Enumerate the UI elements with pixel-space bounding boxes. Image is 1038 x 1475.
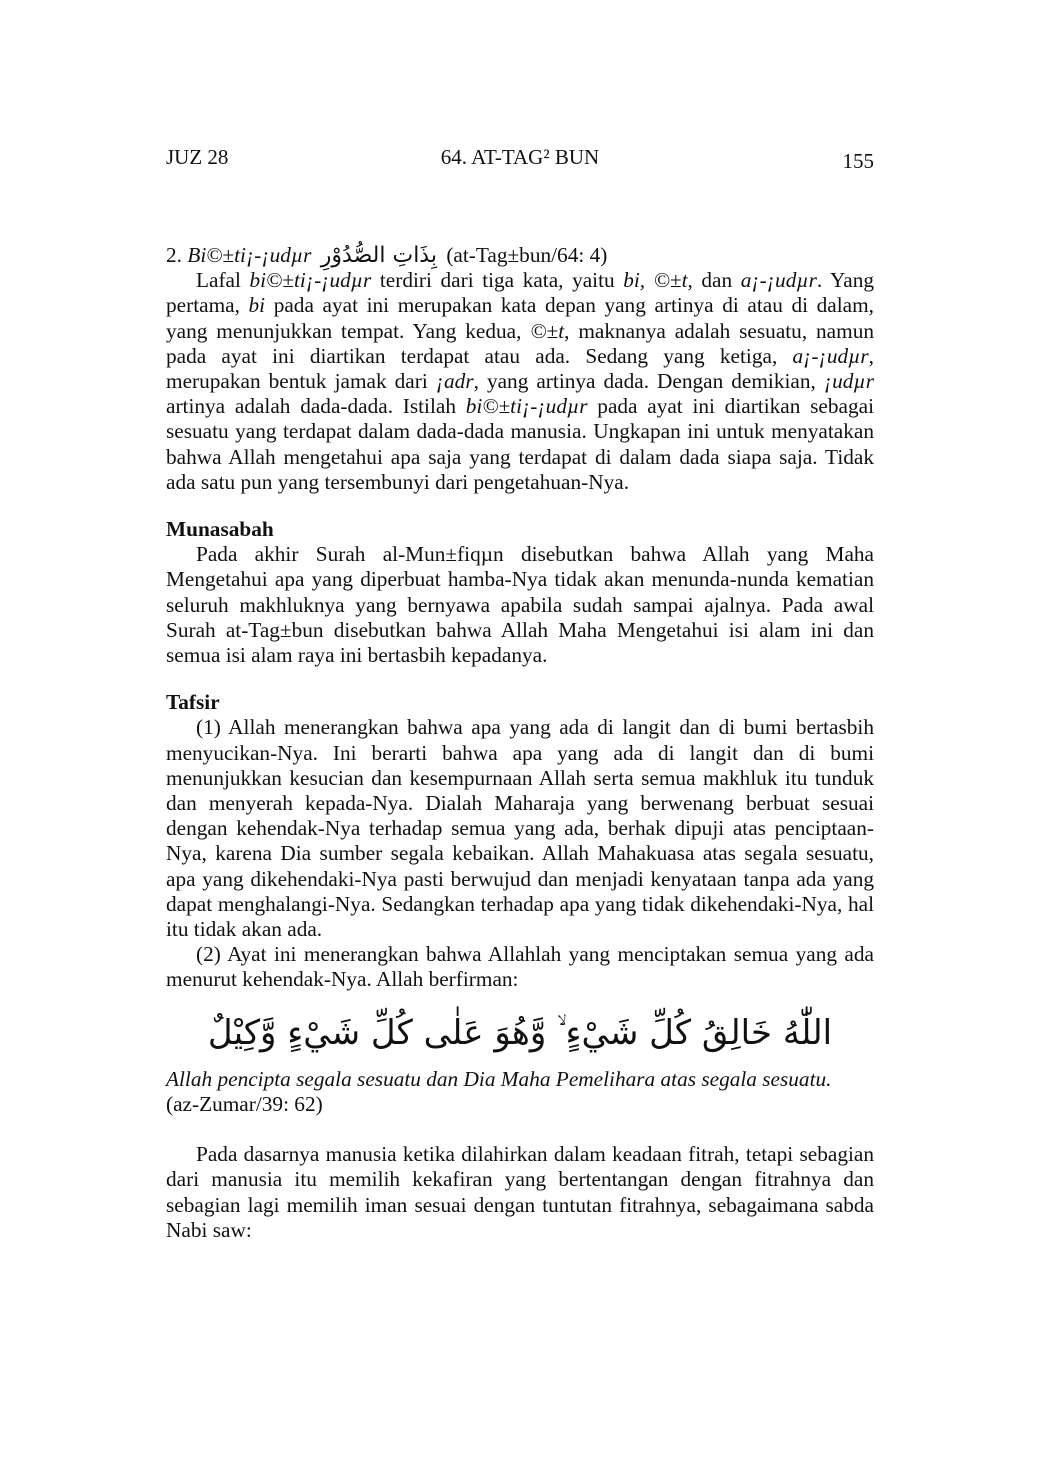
italic-term: a¡-¡udµr — [740, 268, 817, 293]
page-number: 155 — [842, 149, 874, 173]
munasabah-paragraph: Pada akhir Surah al-Mun±fiqµn disebutkan bahwa Allah yang Maha Mengetahui apa yang diperbuat hamba-Nya tidak akan menunda-nunda kematian seluruh makhluknya yang bernyawa apabila sudah sampai ajalnya. Pada awal Surah at-Tag±bun disebutkan bahwa Allah Maha Mengetahui isi alam ini dan semua isi alam raya ini bertasbih kepadanya. — [166, 542, 874, 668]
text-run: pada ayat ini merupakan kata depan yang artinya di atau di dalam, yang menunjukkan tempat. Yang kedua, — [166, 293, 874, 343]
text-run: pada ayat ini diartikan sebagai sesuatu yang terdapat dalam dada-dada manusia. Ungkapan ini untuk menyatakan bahwa Allah mengetahui apa saja yang terdapat di dalam dada siapa saja. Tidak ada satu pun yang tersembunyi dari pengetahuan-Nya. — [166, 394, 874, 494]
page-body — [166, 243, 874, 1243]
quran-verse-arabic: اللّٰهُ خَالِقُ كُلِّ شَيْءٍ ۙ وَّهُوَ عَلٰى كُلِّ شَيْءٍ وَّكِيْلٌ — [207, 1012, 833, 1053]
text-run: artinya adalah dada-dada. Istilah — [166, 394, 466, 419]
verse-translation: Allah pencipta segala sesuatu dan Dia Maha Pemelihara atas segala sesuatu. — [166, 1066, 832, 1091]
text-run: , dan — [687, 268, 741, 293]
italic-term: bi, ©±t — [623, 268, 688, 293]
text-run: Lafal — [196, 268, 250, 293]
item-number: 2. — [166, 243, 182, 267]
text-run: , merupakan bentuk jamak dari — [166, 343, 874, 394]
text-run: terdiri dari tiga kata, yaitu — [371, 268, 624, 293]
surah-title: 64. AT-TAG² BUN — [440, 145, 600, 169]
italic-term: bi©±ti¡-¡udµr — [249, 268, 372, 293]
juz-label: JUZ 28 — [166, 145, 229, 169]
munasabah-heading: Munasabah — [166, 517, 274, 542]
tafsir-paragraph-1: (1) Allah menerangkan bahwa apa yang ada di langit dan di bumi bertasbih menyucikan-Nya. Ini berarti bahwa apa yang ada di langit dan di bumi menunjukkan kesucian dan kesempurnaan Allah serta semua makhluk itu tunduk dan menyerah kepada-Nya. Dialah Maharaja yang berwenang berbuat sesuai dengan kehendak-Nya terhadap semua yang ada, berhak dipuji atas penciptaan-Nya, karena Dia sumber segala kebaikan. Allah Mahakuasa atas segala sesuatu, apa yang dikehendaki-Nya pasti berwujud dan menjadi kenyataan tanpa ada yang dapat menghalangi-Nya. Sedangkan terhadap apa yang tidak dikehendaki-Nya, hal itu tidak akan ada. — [166, 715, 874, 942]
running-header — [166, 145, 874, 175]
italic-term: ©±t — [530, 318, 565, 343]
italic-term: bi©±ti¡-¡udµr — [465, 394, 588, 419]
vocab-item-2 — [166, 243, 874, 268]
italic-term: a¡-¡udµr — [792, 343, 869, 368]
tafsir-paragraph-2: (2) Ayat ini menerangkan bahwa Allahlah yang menciptakan semua yang ada menurut kehendak-Nya. Allah berfirman: — [166, 942, 874, 992]
item-arabic-term: بِذَاتِ الصُّدُوْرِ — [320, 243, 437, 268]
item-reference: (at-Tag±bun/64: 4) — [446, 243, 608, 267]
text-run: , yang artinya dada. Dengan demikian, — [473, 369, 824, 394]
item-term: Bi©±ti¡-¡udµr — [187, 243, 312, 267]
tafsir-heading: Tafsir — [166, 690, 220, 715]
italic-term: ¡udµr — [823, 369, 874, 394]
verse-reference: (az-Zumar/39: 62) — [166, 1091, 323, 1116]
tafsir-paragraph-3: Pada dasarnya manusia ketika dilahirkan dalam keadaan fitrah, tetapi sebagian dari manusia itu memilih kekafiran yang bertentangan dengan fitrahnya dan sebagian lagi memilih iman sesuai dengan tuntutan fitrahnya, sebagaimana sabda Nabi saw: — [166, 1142, 874, 1242]
text-run: . Yang pertama, — [166, 268, 875, 318]
spacer — [166, 1117, 874, 1142]
italic-term: ¡adr — [435, 369, 474, 394]
text-run: , maknanya adalah sesuatu, namun pada ayat ini diartikan terdapat atau ada. Sedang yang ketiga, — [166, 318, 874, 368]
italic-term: bi — [248, 293, 266, 318]
vocab-explanation-paragraph — [166, 268, 874, 495]
